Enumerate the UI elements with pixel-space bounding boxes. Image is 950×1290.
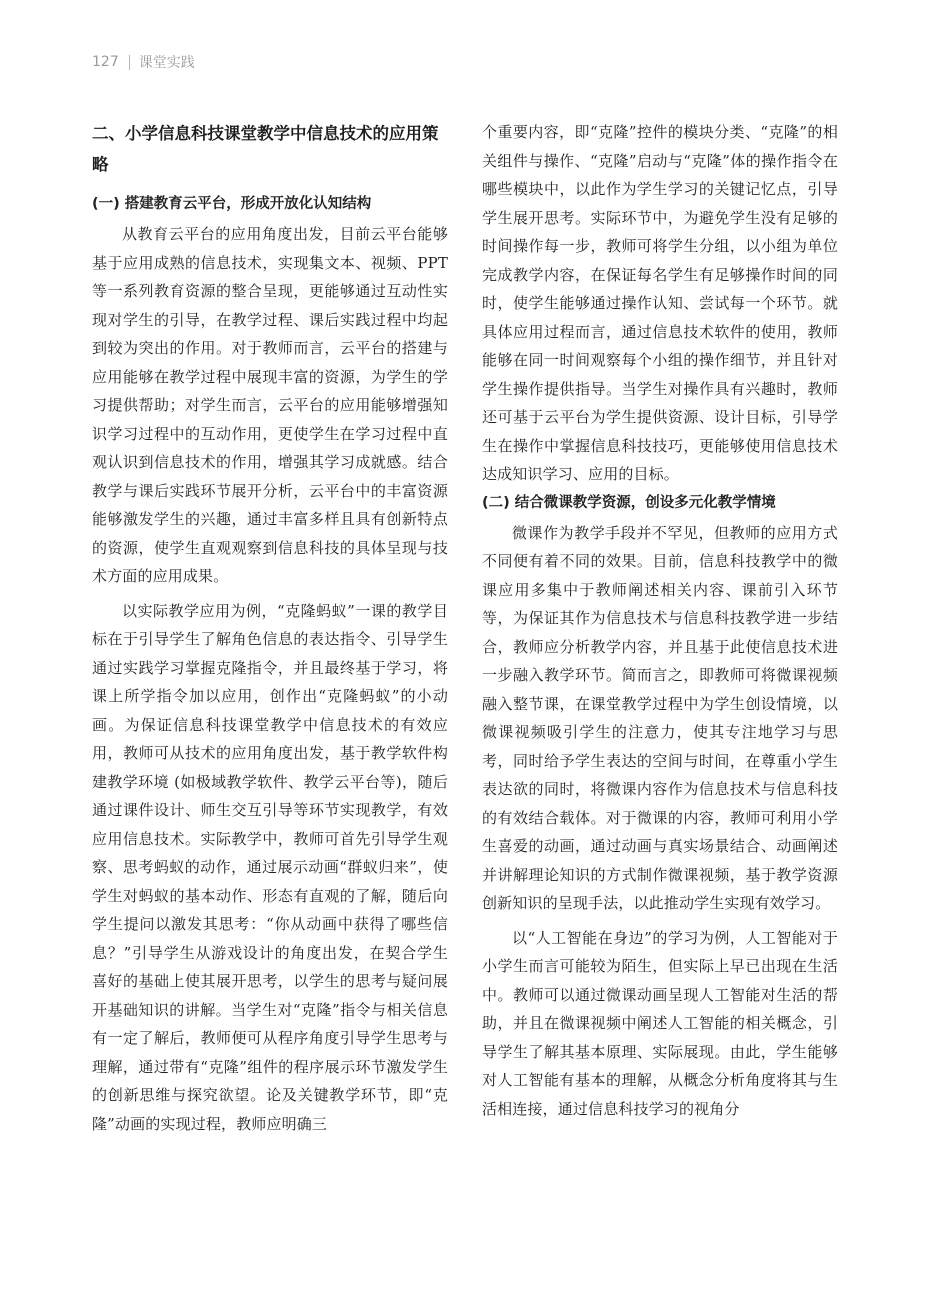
left-column bbox=[92, 118, 448, 1138]
running-header bbox=[92, 52, 195, 72]
running-section-title: 课堂实践 bbox=[138, 55, 195, 71]
subsection-heading-1: (一) 搭建教育云平台，形成开放化认知结构 bbox=[92, 196, 372, 212]
header-divider bbox=[129, 55, 130, 70]
paragraph: 从教育云平台的应用角度出发，目前云平台能够基于应用成熟的信息技术，实现集文本、视频、PPT 等一系列教育资源的整合呈现，更能够通过互动性实现对学生的引导，在教学过程、课后实践过程中均起到较为突出的作用。对于教师而言，云平台的搭建与应用能够在教学过程中展现丰富的资源，为学生的学习提供帮助；对学生而言，云平台的应用能够增强知识学习过程中的互动作用，更使学生在学习过程中直观认识到信息技术的作用，增强其学习成就感。结合教学与课后实践环节展开分析，云平台中的丰富资源能够激发学生的兴趣，通过丰富多样且具有创新特点的资源，使学生直观观察到信息科技的具体呈现与技术方面的应用成果。 bbox=[92, 225, 448, 585]
section-heading: 二、小学信息科技课堂教学中信息技术的应用策略 bbox=[92, 124, 439, 174]
paragraph-continued: 个重要内容，即“克隆”控件的模块分类、“克隆”的相关组件与操作、“克隆”启动与“克隆”体的操作指令在哪些模块中，以此作为学生学习的关键记忆点，引导学生展开思考。实际环节中，为避免学生没有足够的时间操作每一步，教师可将学生分组，以小组为单位完成教学内容，在保证每名学生有足够操作时间的同时，使学生能够通过操作认知、尝试每一个环节。就具体应用过程而言，通过信息技术软件的使用，教师能够在同一时间观察每个小组的操作细节，并且针对学生操作提供指导。当学生对操作具有兴趣时，教师还可基于云平台为学生提供资源、设计目标，引导学生在操作中掌握信息科技技巧，更能够使用信息技术达成知识学习、应用的目标。 bbox=[482, 123, 838, 483]
right-column bbox=[482, 118, 838, 1123]
paragraph: 微课作为教学手段并不罕见，但教师的应用方式不同便有着不同的效果。目前，信息科技教学中的微课应用多集中于教师阐述相关内容、课前引入环节等，为保证其作为信息技术与信息科技教学进一步结合，教师应分析教学内容，并且基于此使信息技术进一步融入教学环节。简而言之，即教师可将微课视频融入整节课，在课堂教学过程中为学生创设情境，以微课视频吸引学生的注意力，使其专注地学习与思考，同时给予学生表达的空间与时间，在尊重小学生表达欲的同时，将微课内容作为信息技术与信息科技的有效结合载体。对于微课的内容，教师可利用小学生喜爱的动画，通过动画与真实场景结合、动画阐述并讲解理论知识的方式制作微课视频，基于教学资源创新知识的呈现手法，以此推动学生实现有效学习。 bbox=[482, 523, 838, 912]
paragraph: 以实际教学应用为例，“克隆蚂蚁”一课的教学目标在于引导学生了解角色信息的表达指令、引导学生通过实践学习掌握克隆指令，并且最终基于学习，将课上所学指令加以应用，创作出“克隆蚂蚁”的小动画。为保证信息科技课堂教学中信息技术的有效应用，教师可从技术的应用角度出发，基于教学软件构建教学环境 (如极域教学软件、教学云平台等)，随后通过课件设计、师生交互引导等环节实现教学，有效应用信息技术。实际教学中，教师可首先引导学生观察、思考蚂蚁的动作，通过展示动画“群蚁归来”，使学生对蚂蚁的基本动作、形态有直观的了解，随后向学生提问以激发其思考：“你从动画中获得了哪些信息？”引导学生从游戏设计的角度出发，在契合学生喜好的基础上使其展开思考，以学生的思考与疑问展开基础知识的讲解。当学生对“克隆”指令与相关信息有一定了解后，教师便可从程序角度引导学生思考与理解，通过带有“克隆”组件的程序展示环节激发学生的创新思维与探究欲望。论及关键教学环节，即“克隆”动画的实现过程，教师应明确三 bbox=[92, 601, 448, 1133]
page-number: 127 bbox=[92, 54, 119, 70]
subsection-heading-2: (二) 结合微课教学资源，创设多元化教学情境 bbox=[482, 494, 776, 511]
paragraph: 以“人工智能在身边”的学习为例，人工智能对于小学生而言可能较为陌生，但实际上早已出现在生活中。教师可以通过微课动画呈现人工智能对生活的帮助，并且在微课视频中阐述人工智能的相关概念，引导学生了解其基本原理、实际展现。由此，学生能够对人工智能有基本的理解，从概念分析角度将其与生活相连接，通过信息科技学习的视角分 bbox=[482, 928, 838, 1118]
